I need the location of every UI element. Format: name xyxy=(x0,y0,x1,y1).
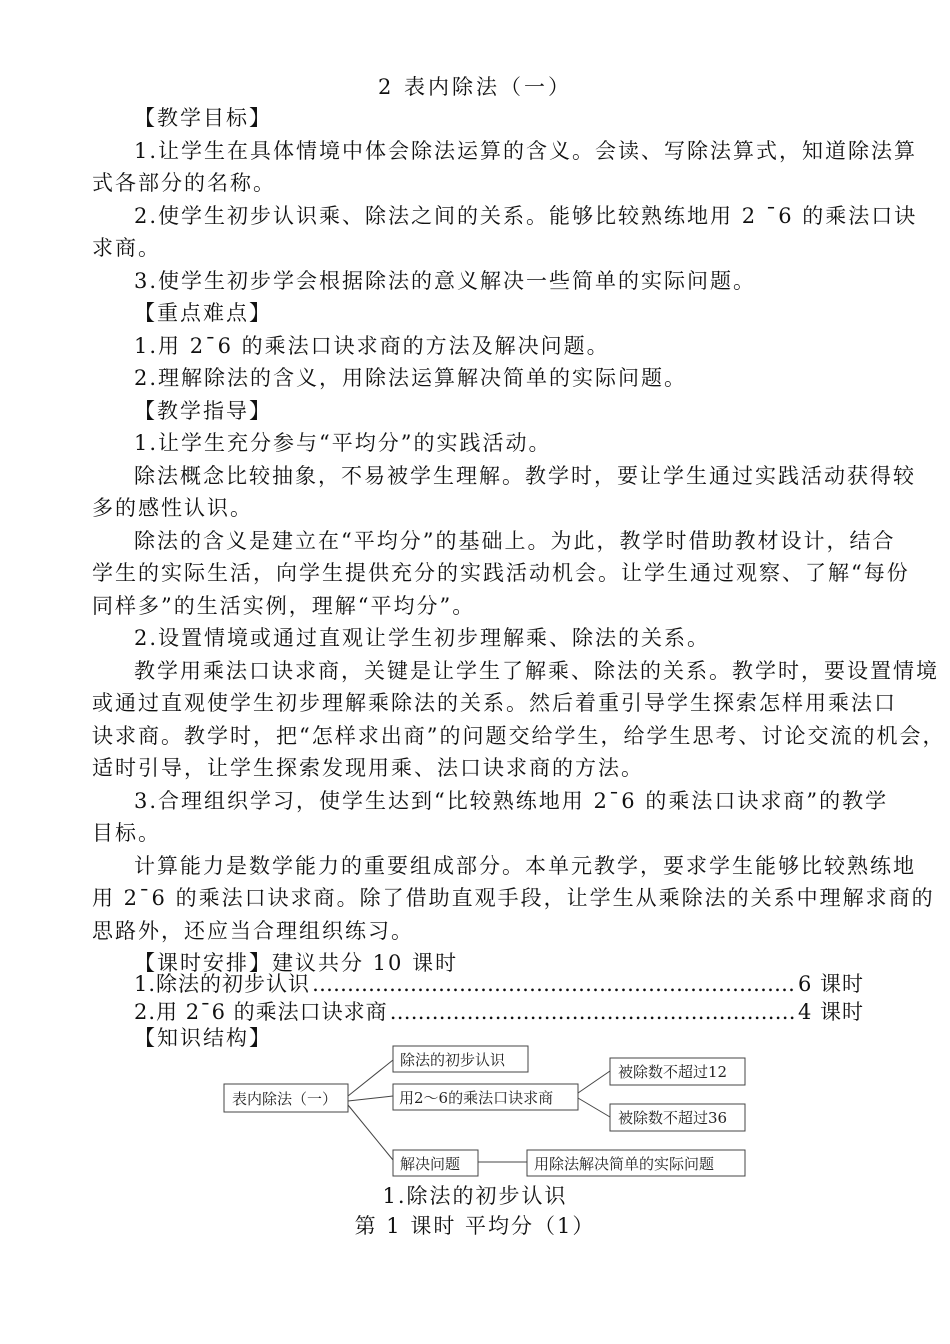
diagram-node-box xyxy=(610,1104,745,1131)
text-line: 适时引导，让学生探索发现用乘、法口诀求商的方法。 xyxy=(92,756,644,780)
text-line: 式各部分的名称。 xyxy=(92,171,276,195)
toc-label: 1.除法的初步认识 xyxy=(134,972,311,996)
lesson-title: 第 1 课时 平均分（1） xyxy=(354,1214,596,1238)
diagram-leaf: 被除数不超过36 xyxy=(618,1109,728,1127)
text-line: 目标。 xyxy=(92,821,161,845)
connector xyxy=(578,1071,610,1093)
diagram-leaf: 被除数不超过12 xyxy=(618,1063,728,1081)
text-line: 除法的含义是建立在“平均分”的基础上。为此，教学时借助教材设计，结合 xyxy=(134,528,896,553)
connector xyxy=(348,1105,393,1160)
diagram-root: 表内除法（一） xyxy=(232,1090,338,1108)
section-heading: 【教学目标】 xyxy=(134,106,272,130)
text-line: 2.设置情境或通过直观让学生初步理解乘、除法的关系。 xyxy=(134,626,711,650)
connector xyxy=(348,1060,393,1096)
text-line: 1.让学生在具体情境中体会除法运算的含义。会读、写除法算式，知道除法算 xyxy=(134,138,918,163)
section-title: 1.除法的初步认识 xyxy=(382,1184,568,1208)
text-line: 教学用乘法口诀求商，关键是让学生了解乘、除法的关系。教学时，要设置情境 xyxy=(134,658,939,683)
section-heading: 【教学指导】 xyxy=(134,398,272,423)
text-line: 求商。 xyxy=(92,236,161,260)
text-line: 诀求商。教学时，把“怎样求出商”的问题交给学生，给学生思考、讨论交流的机会， xyxy=(92,723,946,748)
toc-value: 6 课时 xyxy=(797,972,864,996)
text-line: 2.使学生初步认识乘、除法之间的关系。能够比较熟练地用 2 ¯6 的乘法口诀 xyxy=(134,203,918,228)
toc-value: 4 课时 xyxy=(797,1000,864,1024)
toc-label: 2.用 2¯6 的乘法口诀求商 xyxy=(134,1000,388,1024)
text-line: 1.用 2¯6 的乘法口诀求商的方法及解决问题。 xyxy=(134,333,610,358)
text-line: 3.合理组织学习，使学生达到“比较熟练地用 2¯6 的乘法口诀求商”的教学 xyxy=(134,788,889,813)
text-line: 多的感性认识。 xyxy=(92,496,253,520)
connector xyxy=(578,1098,610,1117)
diagram-branch: 解决问题 xyxy=(400,1155,461,1173)
diagram-leaf: 用除法解决简单的实际问题 xyxy=(534,1155,715,1173)
connector xyxy=(348,1096,393,1101)
toc-leader xyxy=(312,972,796,996)
text-line: 学生的实际生活，向学生提供充分的实践活动机会。让学生通过观察、了解“每份 xyxy=(92,561,910,585)
toc-item xyxy=(134,968,864,998)
diagram-node-box xyxy=(393,1084,578,1110)
diagram-node-box xyxy=(393,1046,528,1072)
diagram-node-box xyxy=(224,1084,348,1112)
text-line: 用 2¯6 的乘法口诀求商。除了借助直观手段，让学生从乘除法的关系中理解求商的 xyxy=(92,886,935,910)
diagram-node-box xyxy=(527,1150,745,1176)
diagram-branch: 除法的初步认识 xyxy=(400,1051,506,1069)
text-line: 思路外，还应当合理组织练习。 xyxy=(92,918,414,943)
text-line: 2.理解除法的含义，用除法运算解决简单的实际问题。 xyxy=(134,366,688,390)
body-text xyxy=(92,102,946,980)
section-heading: 【课时安排】建议共分 10 课时 xyxy=(134,951,459,975)
knowledge-structure-heading: 【知识结构】 xyxy=(134,1026,272,1050)
toc-leader xyxy=(390,1000,796,1024)
text-line: 或通过直观使学生初步理解乘除法的关系。然后着重引导学生探索怎样用乘法口 xyxy=(92,691,897,715)
page-title: 2 表内除法（一） xyxy=(377,75,573,99)
text-line: 1.让学生充分参与“平均分”的实践活动。 xyxy=(134,431,552,455)
section-heading: 【重点难点】 xyxy=(134,301,272,325)
diagram-branch: 用2～6的乘法口诀求商 xyxy=(399,1089,554,1107)
diagram-node-box xyxy=(393,1150,478,1176)
text-line: 同样多”的生活实例，理解“平均分”。 xyxy=(92,593,476,618)
text-line: 除法概念比较抽象，不易被学生理解。教学时，要让学生通过实践活动获得较 xyxy=(134,463,916,488)
text-line: 计算能力是数学能力的重要组成部分。本单元教学，要求学生能够比较熟练地 xyxy=(134,853,916,878)
diagram-node-box xyxy=(610,1058,745,1085)
text-line: 3.使学生初步学会根据除法的意义解决一些简单的实际问题。 xyxy=(134,268,757,293)
